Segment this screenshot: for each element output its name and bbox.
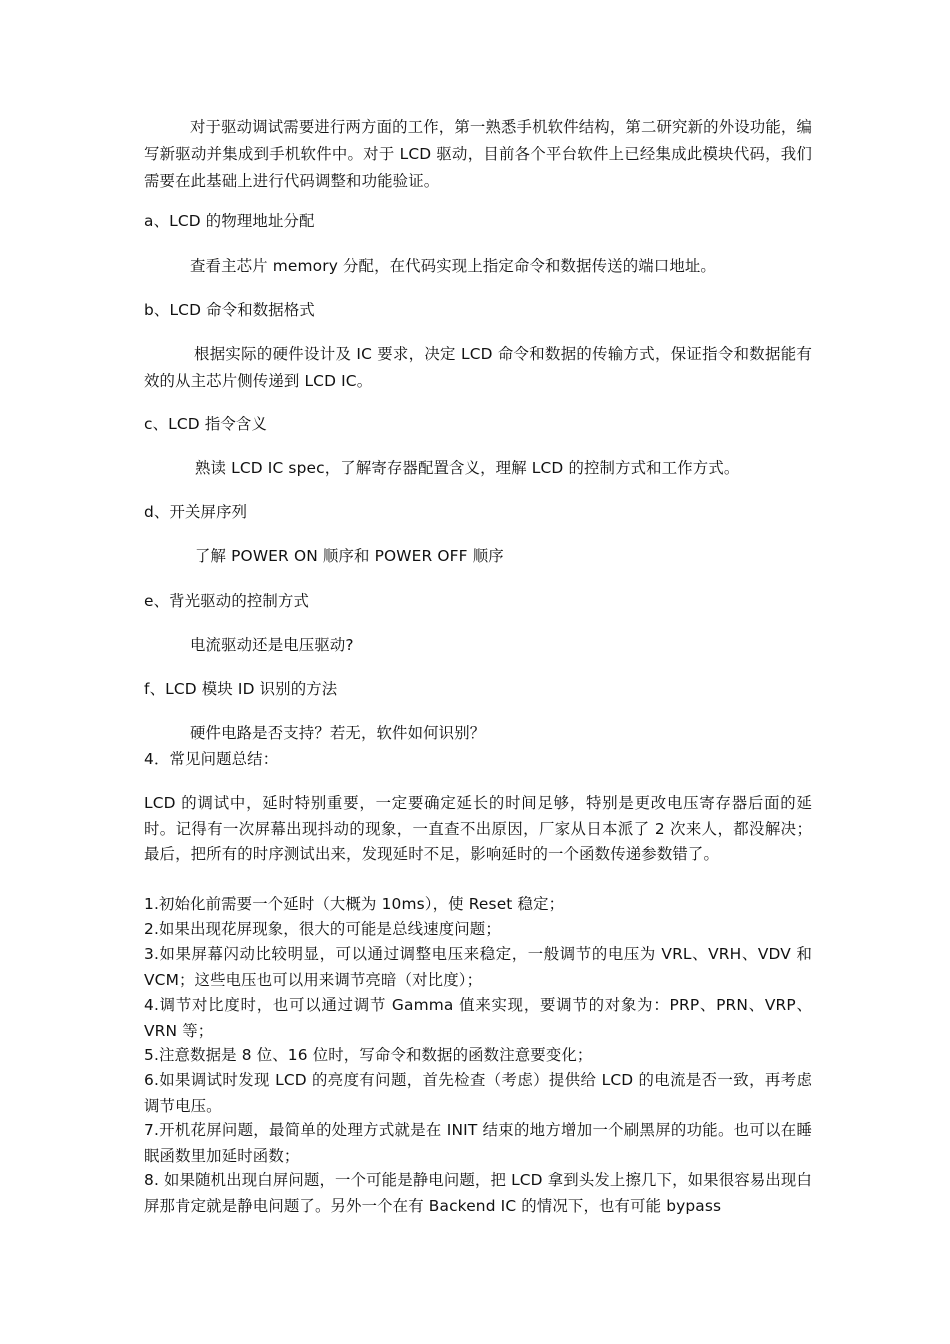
section-e-body: 电流驱动还是电压驱动?: [190, 636, 354, 654]
summary-intro: LCD 的调试中，延时特别重要，一定要确定延长的时间足够，特别是更改电压寄存器后面的延时。记得有一次屏幕出现抖动的现象，一直查不出原因，厂家从日本派了 2 次来人，都没解决；最后，把所有的时序测试出来，发现延时不足，影响延时的一个函数传递参数错了。: [144, 794, 812, 863]
summary-heading: 4．常见问题总结：: [144, 750, 279, 768]
section-b-body: 根据实际的硬件设计及 IC 要求，决定 LCD 命令和数据的传输方式，保证指令和数据能有效的从主芯片侧传递到 LCD IC。: [144, 345, 812, 390]
section-f-heading: f、LCD 模块 ID 识别的方法: [144, 680, 338, 698]
list-item-6: 6.如果调试时发现 LCD 的亮度有问题，首先检查（考虑）提供给 LCD 的电流是否一致，再考虑调节电压。: [144, 1071, 812, 1115]
list-item-1: 1.初始化前需要一个延时（大概为 10ms），使 Reset 稳定；: [144, 895, 565, 913]
section-a-heading: a、LCD 的物理地址分配: [144, 212, 315, 230]
list-item-7: 7.开机花屏问题，最简单的处理方式就是在 INIT 结束的地方增加一个刷黑屏的功能。也可以在睡眠函数里加延时函数；: [144, 1121, 812, 1165]
list-item-2: 2.如果出现花屏现象，很大的可能是总线速度问题；: [144, 920, 501, 938]
intro-paragraph: 对于驱动调试需要进行两方面的工作，第一熟悉手机软件结构，第二研究新的外设功能，编写新驱动并集成到手机软件中。对于 LCD 驱动，目前各个平台软件上已经集成此模块代码，我们需要在此基础上进行代码调整和功能验证。: [144, 118, 812, 190]
section-b-heading: b、LCD 命令和数据格式: [144, 301, 315, 319]
section-f-body: 硬件电路是否支持？若无，软件如何识别？: [190, 724, 486, 742]
list-item-8: 8. 如果随机出现白屏问题，一个可能是静电问题，把 LCD 拿到头发上擦几下，如果很容易出现白屏那肯定就是静电问题了。另外一个在有 Backend IC 的情况下，也有可能 bypass: [144, 1171, 812, 1215]
section-d-body: 了解 POWER ON 顺序和 POWER OFF 顺序: [195, 547, 504, 565]
section-c-heading: c、LCD 指令含义: [144, 415, 267, 433]
section-a-body: 查看主芯片 memory 分配，在代码实现上指定命令和数据传送的端口地址。: [190, 257, 716, 275]
list-item-3: 3.如果屏幕闪动比较明显，可以通过调整电压来稳定，一般调节的电压为 VRL、VRH、VDV 和 VCM；这些电压也可以用来调节亮暗（对比度）；: [144, 945, 812, 989]
section-d-heading: d、开关屏序列: [144, 503, 248, 521]
section-c-body: 熟读 LCD IC spec，了解寄存器配置含义，理解 LCD 的控制方式和工作方式。: [195, 459, 740, 477]
list-item-4: 4.调节对比度时，也可以通过调节 Gamma 值来实现，要调节的对象为：PRP、PRN、VRP、VRN 等；: [144, 996, 812, 1040]
list-item-5: 5.注意数据是 8 位、16 位时，写命令和数据的函数注意要变化；: [144, 1046, 593, 1064]
section-e-heading: e、背光驱动的控制方式: [144, 592, 310, 610]
